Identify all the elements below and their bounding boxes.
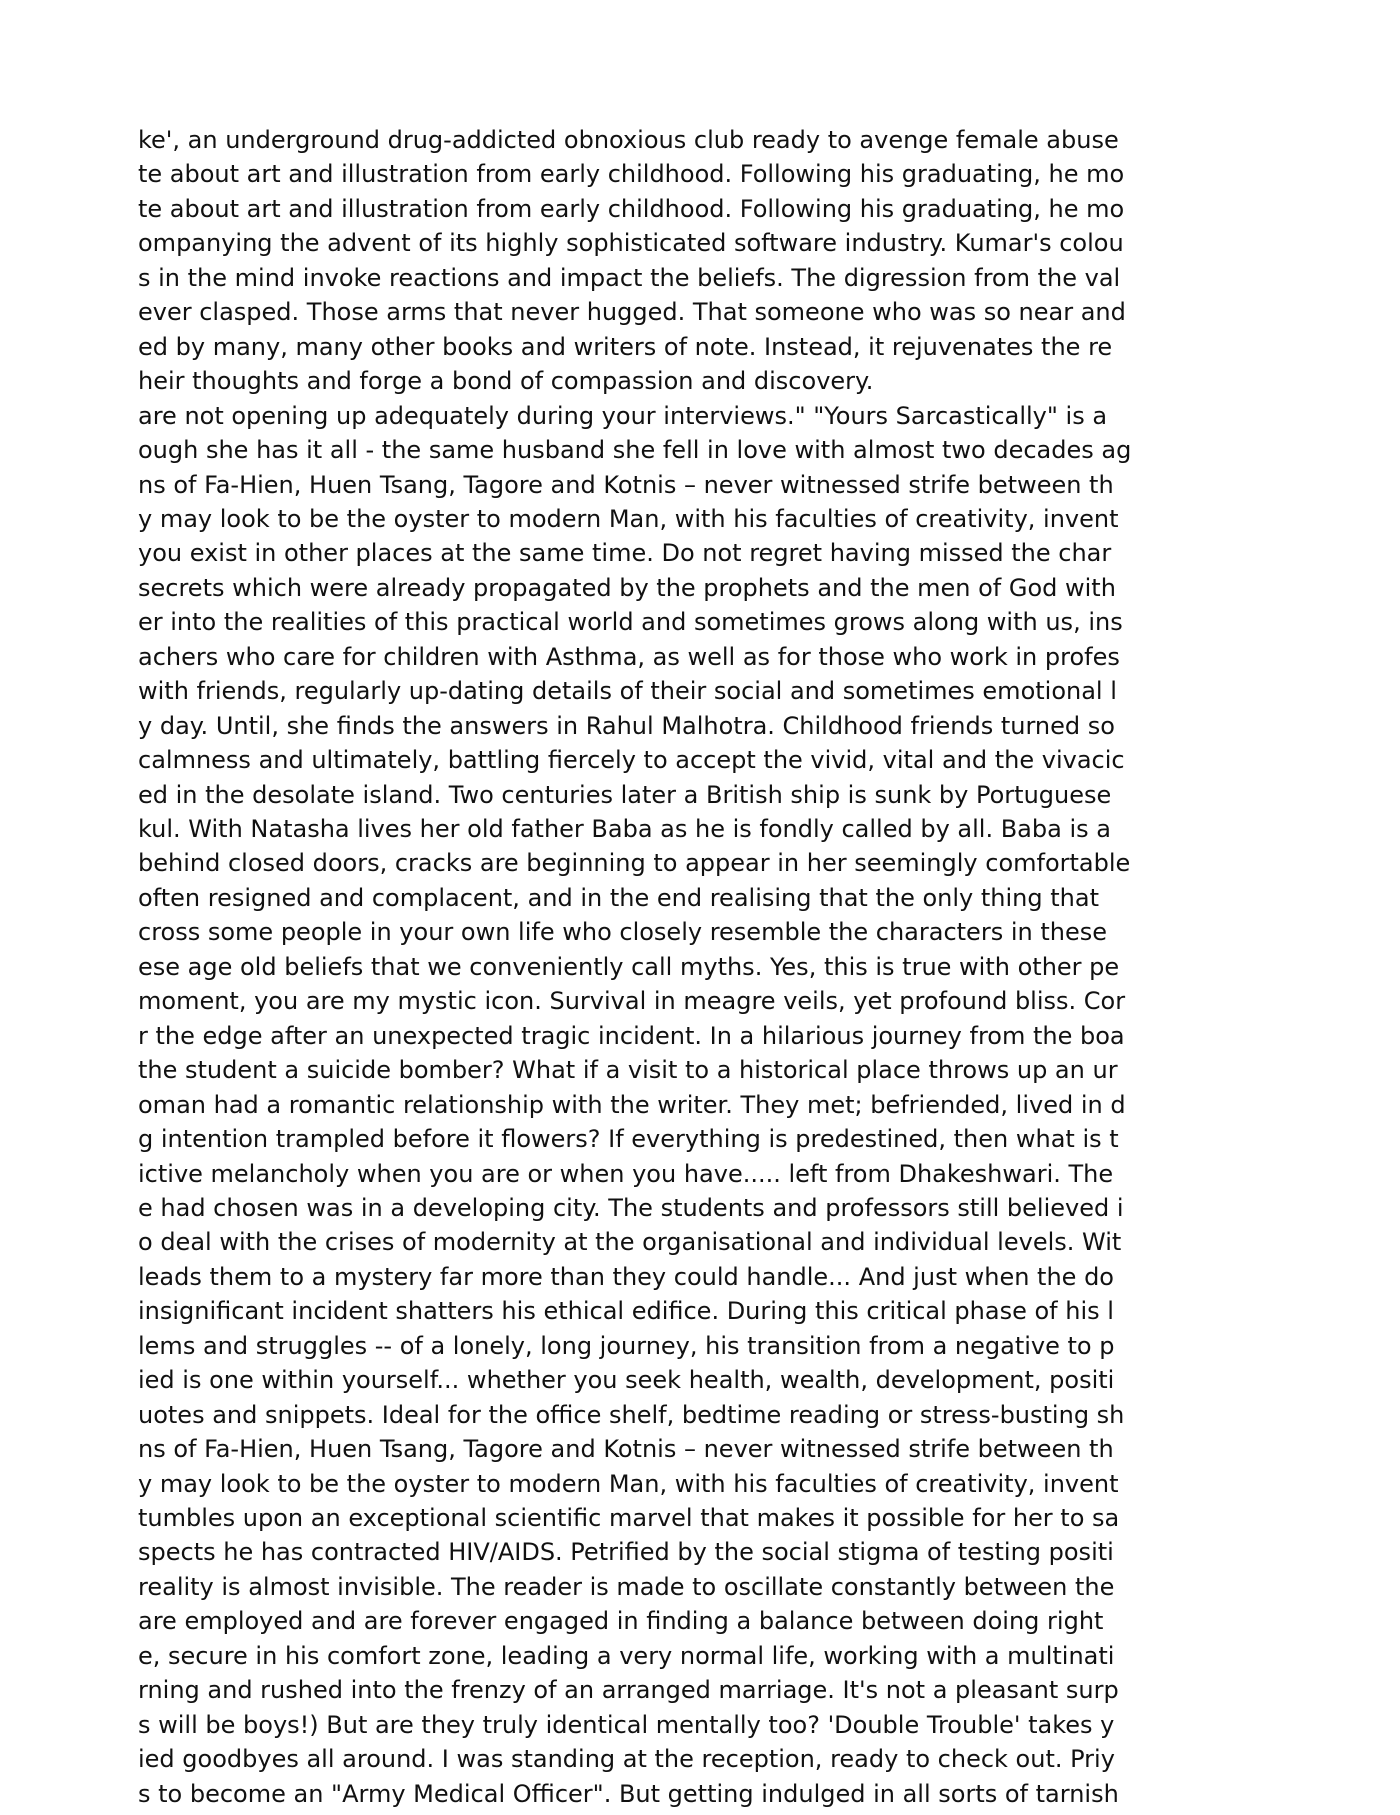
text-line: ictive melancholy when you are or when you have..... left from Dhakeshwari. The — [138, 1159, 1114, 1188]
text-line: reality is almost invisible. The reader is made to oscillate constantly between the — [138, 1572, 1115, 1601]
text-line: behind closed doors, cracks are beginning to appear in her seemingly comfortable — [138, 849, 1131, 878]
text-line: s will be boys!) But are they truly identical mentally too? 'Double Trouble' takes y — [138, 1710, 1115, 1739]
text-line: ever clasped. Those arms that never hugged. That someone who was so near and — [138, 298, 1126, 327]
text-line: ough she has it all - the same husband she fell in love with almost two decades ag — [138, 436, 1132, 465]
text-line: ese age old beliefs that we conveniently call myths. Yes, this is true with other pe — [138, 952, 1120, 981]
text-line: heir thoughts and forge a bond of compassion and discovery. — [138, 367, 874, 396]
text-line: y may look to be the oyster to modern Man, with his faculties of creativity, invent — [138, 504, 1119, 533]
text-line: r the edge after an unexpected tragic incident. In a hilarious journey from the boa — [138, 1021, 1125, 1050]
text-line: cross some people in your own life who closely resemble the characters in these — [138, 918, 1107, 947]
text-line: insignificant incident shatters his ethical edifice. During this critical phase of his l — [138, 1297, 1114, 1326]
text-line: the student a suicide bomber? What if a visit to a historical place throws up an ur — [138, 1056, 1118, 1085]
text-line: are employed and are forever engaged in finding a balance between doing right — [138, 1607, 1104, 1636]
text-line: e, secure in his comfort zone, leading a very normal life, working with a multinati — [138, 1641, 1115, 1670]
text-line: are not opening up adequately during your interviews." "Yours Sarcastically" is a — [138, 401, 1108, 430]
text-line: kul. With Natasha lives her old father Baba as he is fondly called by all. Baba is a — [138, 815, 1111, 843]
text-line: moment, you are my mystic icon. Survival in meagre veils, yet profound bliss. Cor — [138, 987, 1126, 1016]
text-line: tumbles upon an exceptional scientific marvel that makes it possible for her to sa — [138, 1504, 1120, 1532]
body-text-block — [138, 125, 1140, 1815]
text-line: often resigned and complacent, and in the end realising that the only thing that — [138, 883, 1099, 912]
text-line: ied goodbyes all around. I was standing at the reception, ready to check out. Priy — [138, 1745, 1115, 1774]
text-line: with friends, regularly up-dating details of their social and sometimes emotional l — [138, 677, 1117, 706]
text-line: lems and struggles -- of a lonely, long journey, his transition from a negative to p — [138, 1331, 1115, 1360]
text-line: ns of Fa-Hien, Huen Tsang, Tagore and Kotnis – never witnessed strife between th — [138, 1435, 1114, 1464]
text-line: te about art and illustration from early childhood. Following his graduating, he mo — [138, 194, 1125, 223]
text-line: g intention trampled before it flowers? If everything is predestined, then what is t — [138, 1125, 1119, 1154]
text-line: ed in the desolate island. Two centuries later a British ship is sunk by Portuguese — [138, 780, 1112, 809]
text-line: leads them to a mystery far more than they could handle... And just when the do — [138, 1262, 1114, 1291]
text-line: oman had a romantic relationship with the writer. They met; befriended, lived in d — [138, 1090, 1126, 1119]
text-line: e had chosen was in a developing city. The students and professors still believed i — [138, 1193, 1124, 1222]
text-line: achers who care for children with Asthma, as well as for those who work in profes — [138, 642, 1120, 671]
text-line: uotes and snippets. Ideal for the office shelf, bedtime reading or stress-busting sh — [138, 1400, 1125, 1429]
text-line: secrets which were already propagated by the prophets and the men of God with — [138, 573, 1116, 602]
text-line: ied is one within yourself... whether you seek health, wealth, development, positi — [138, 1366, 1115, 1395]
text-line: calmness and ultimately, battling fiercely to accept the vivid, vital and the vivacic — [138, 746, 1125, 775]
text-line: y day. Until, she finds the answers in Rahul Malhotra. Childhood friends turned so — [138, 711, 1115, 740]
text-line: rning and rushed into the frenzy of an arranged marriage. It's not a pleasant surp — [138, 1676, 1119, 1705]
text-line: ompanying the advent of its highly sophisticated software industry. Kumar's colou — [138, 229, 1124, 258]
text-line: ed by many, many other books and writers of note. Instead, it rejuvenates the re — [138, 332, 1113, 361]
text-line: ke', an underground drug-addicted obnoxious club ready to avenge female abuse — [138, 126, 1119, 154]
text-line: ns of Fa-Hien, Huen Tsang, Tagore and Kotnis – never witnessed strife between th — [138, 470, 1114, 499]
text-line: o deal with the crises of modernity at the organisational and individual levels. Wit — [138, 1228, 1122, 1257]
text-line: s in the mind invoke reactions and impact the beliefs. The digression from the val — [138, 263, 1121, 292]
text-line: te about art and illustration from early childhood. Following his graduating, he mo — [138, 160, 1125, 189]
text-line: s to become an "Army Medical Officer". But getting indulged in all sorts of tarnish — [138, 1779, 1119, 1808]
text-line: y may look to be the oyster to modern Man, with his faculties of creativity, invent — [138, 1469, 1119, 1498]
text-line: you exist in other places at the same time. Do not regret having missed the char — [138, 539, 1112, 568]
text-line: spects he has contracted HIV/AIDS. Petrified by the social stigma of testing positi — [138, 1538, 1114, 1567]
text-line: er into the realities of this practical world and sometimes grows along with us, ins — [138, 608, 1123, 637]
